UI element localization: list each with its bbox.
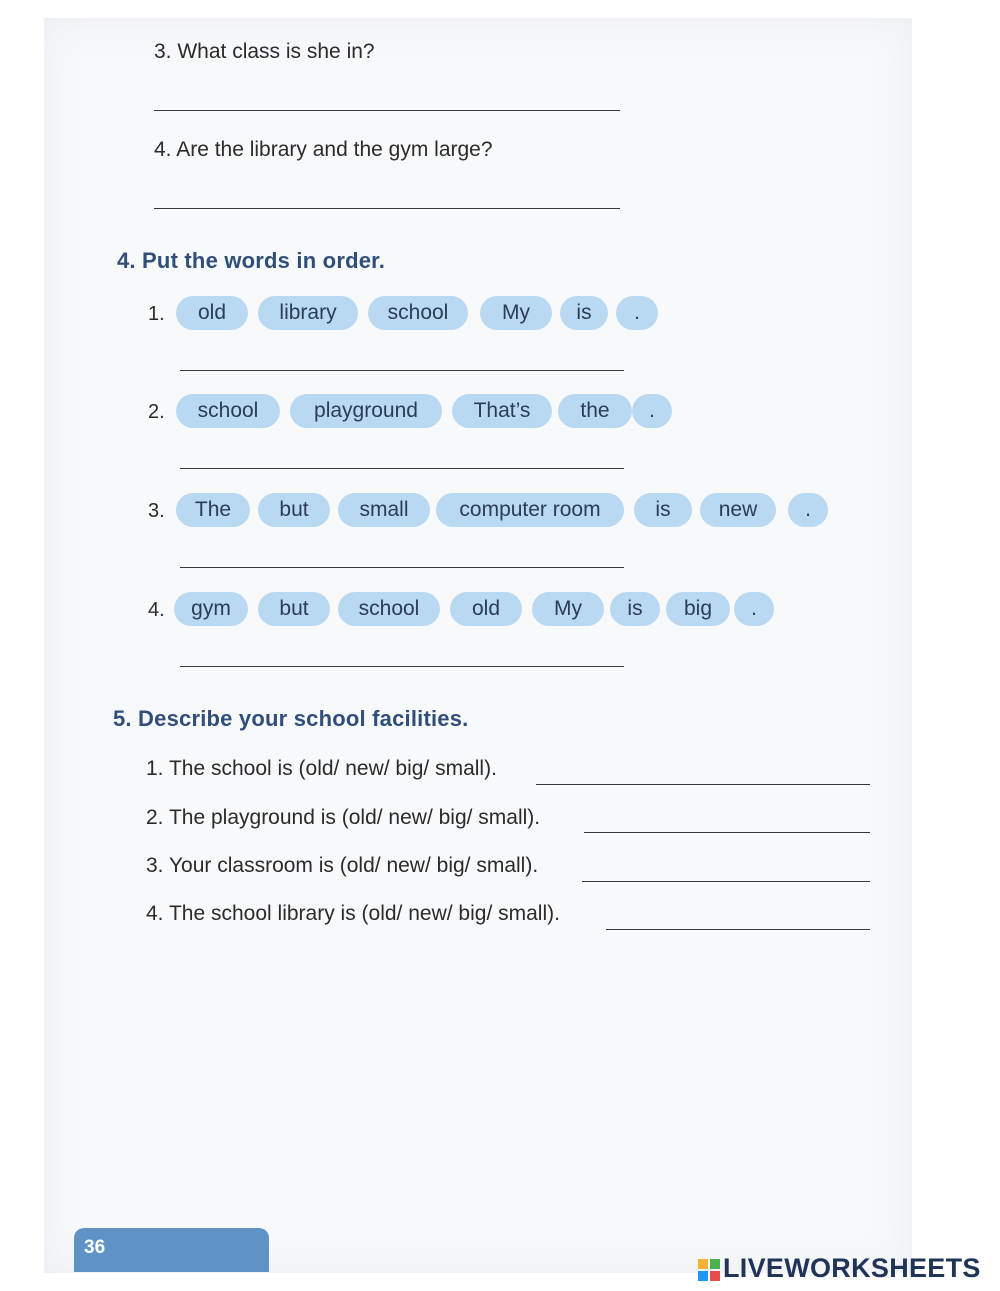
word-chip[interactable]: . [788,493,828,527]
word-chip[interactable]: is [610,592,660,626]
order-item-number: 1. [148,303,165,325]
brand-name: LIVEWORKSHEETS [723,1253,981,1283]
word-chip[interactable]: That’s [452,394,552,428]
answer-line-q3[interactable] [154,110,620,111]
worksheet-page [44,18,912,1273]
question-3-text: 3. What class is she in? [154,40,375,63]
word-chip[interactable]: new [700,493,776,527]
word-chip[interactable]: My [480,296,552,330]
answer-line-order-1[interactable] [180,370,624,371]
word-chip[interactable]: library [258,296,358,330]
answer-line-q4[interactable] [154,208,620,209]
word-chip[interactable]: computer room [436,493,624,527]
word-chip[interactable]: gym [174,592,248,626]
word-chip[interactable]: school [338,592,440,626]
word-chip[interactable]: school [368,296,468,330]
question-4-text: 4. Are the library and the gym large? [154,138,493,161]
answer-line-order-2[interactable] [180,468,624,469]
word-chip[interactable]: . [632,394,672,428]
answer-line-describe-1[interactable] [536,784,870,785]
word-chip[interactable]: the [558,394,632,428]
order-item-number: 2. [148,401,165,423]
answer-line-describe-3[interactable] [582,881,870,882]
word-chip[interactable]: school [176,394,280,428]
word-chip[interactable]: is [634,493,692,527]
word-chip[interactable]: old [176,296,248,330]
word-chip[interactable]: but [258,493,330,527]
order-item-number: 3. [148,500,165,522]
word-chip[interactable]: old [450,592,522,626]
section-5-heading: 5. Describe your school facilities. [113,706,469,731]
page-number-tab [74,1228,269,1272]
word-chip[interactable]: playground [290,394,442,428]
word-chip[interactable]: . [616,296,658,330]
liveworksheets-grid-icon [698,1259,720,1281]
describe-item-1-text: 1. The school is (old/ new/ big/ small). [146,757,497,780]
section-4-heading: 4. Put the words in order. [117,248,386,273]
answer-line-describe-4[interactable] [606,929,870,930]
page-number: 36 [84,1237,106,1258]
word-chip[interactable]: . [734,592,774,626]
word-chip[interactable]: The [176,493,250,527]
answer-line-order-4[interactable] [180,666,624,667]
describe-item-4-text: 4. The school library is (old/ new/ big/ small). [146,902,560,925]
word-chip[interactable]: but [258,592,330,626]
answer-line-order-3[interactable] [180,567,624,568]
word-chip[interactable]: My [532,592,604,626]
word-chip[interactable]: big [666,592,730,626]
order-item-number: 4. [148,599,165,621]
answer-line-describe-2[interactable] [584,832,870,833]
describe-item-3-text: 3. Your classroom is (old/ new/ big/ small). [146,854,539,877]
word-chip[interactable]: small [338,493,430,527]
describe-item-2-text: 2. The playground is (old/ new/ big/ small). [146,806,541,829]
word-chip[interactable]: is [560,296,608,330]
